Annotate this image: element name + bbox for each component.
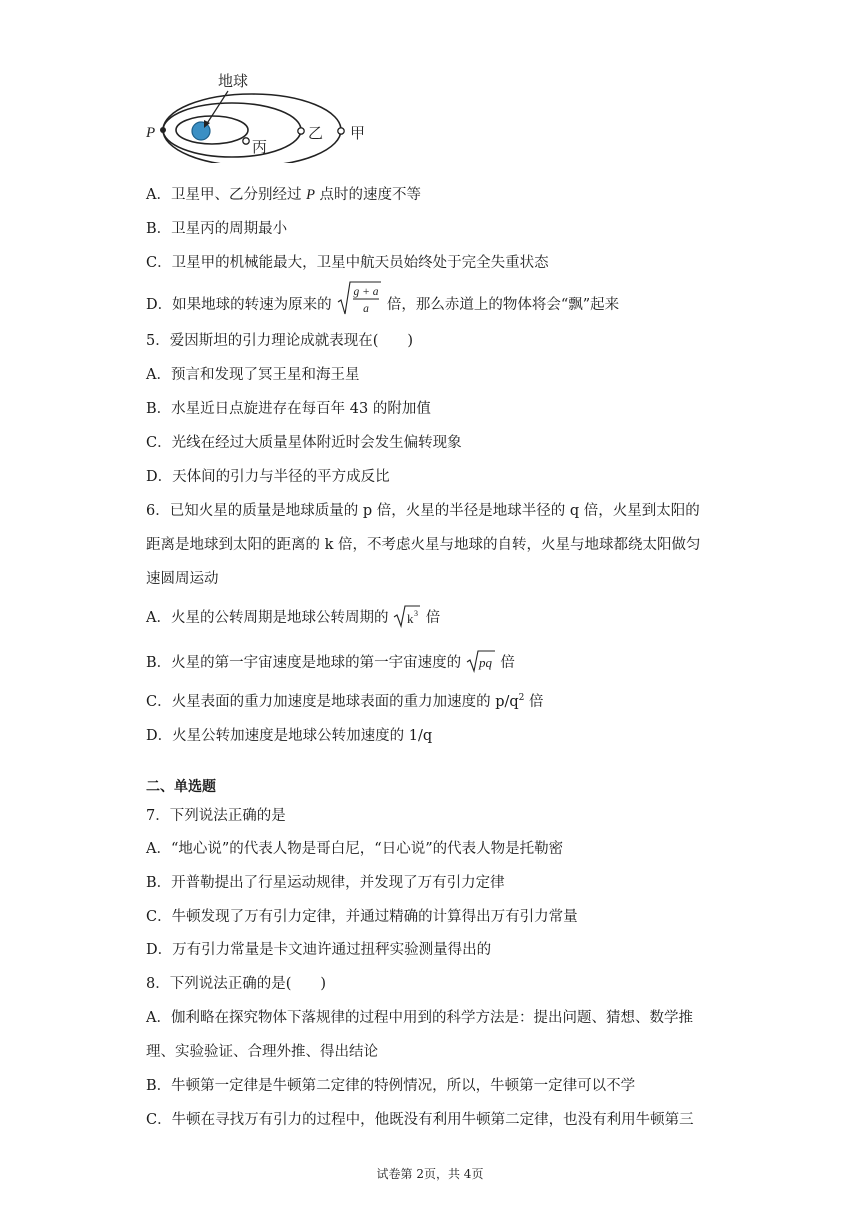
sqrt-fraction-expression	[336, 280, 382, 318]
q8-stem: 8．下列说法正确的是( )	[146, 976, 327, 992]
q6-option-c: C．火星表面的重力加速度是地球表面的重力加速度的 $p/q^2$ 倍	[146, 693, 544, 710]
satellite-yi	[298, 128, 304, 134]
q8-option-c-line-1: C．牛顿在寻找万有引力的过程中，他既没有利用牛顿第二定律，也没有利用牛顿第三	[146, 1112, 694, 1128]
q7-stem: 7．下列说法正确的是	[146, 808, 286, 824]
yi-label: 乙	[308, 124, 324, 142]
svg-text:g + a: g + a	[353, 286, 379, 298]
q6-stem-line-1: 6．已知火星的质量是地球质量的 p 倍，火星的半径是地球半径的 q 倍，火星到太阳的	[146, 503, 700, 519]
q5-option-a: A．预言和发现了冥王星和海王星	[146, 367, 360, 383]
q6-option-a: A．火星的公转周期是地球公转周期的 k 3 倍	[146, 608, 440, 628]
sqrt-pq-expression	[466, 649, 496, 673]
q7-option-b: B．开普勒提出了行星运动规律，并发现了万有引力定律	[146, 875, 505, 891]
q4-option-a: A．卫星甲、乙分别经过 P 点时的速度不等	[146, 187, 422, 203]
orbit-diagram	[140, 68, 380, 163]
q8-option-a-line-2: 理、实验验证、合理外推、得出结论	[146, 1044, 378, 1060]
q8-option-b: B．牛顿第一定律是牛顿第二定律的特例情况，所以，牛顿第一定律可以不学	[146, 1078, 636, 1094]
page-footer: 试卷第 2页，共 4页	[376, 1167, 484, 1181]
q4-option-c: C．卫星甲的机械能最大，卫星中航天员始终处于完全失重状态	[146, 255, 549, 271]
q5-option-c: C．光线在经过大质量星体附近时会发生偏转现象	[146, 435, 462, 451]
orbit-yi	[163, 103, 301, 157]
sqrt-k-cubed-expression	[393, 604, 421, 628]
orbit-bing	[176, 116, 248, 144]
q5-option-d: D．天体间的引力与半径的平方成反比	[146, 469, 390, 485]
q6-stem-line-2: 距离是地球到太阳的距离的 k 倍，不考虑火星与地球的自转，火星与地球都绕太阳做匀	[146, 537, 701, 553]
q6-option-b: B．火星的第一宇宙速度是地球的第一宇宙速度的 pq 倍	[146, 653, 515, 673]
bing-label: 丙	[252, 138, 268, 156]
q8-option-a-line-1: A．伽利略在探究物体下落规律的过程中用到的科学方法是：提出问题、猜想、数学推	[146, 1010, 693, 1026]
q4-option-d: D．如果地球的转速为原来的 g + a a 倍，那么赤道上的物体将会“飘”起来	[146, 292, 619, 318]
q6-option-d: D．火星公转加速度是地球公转加速度的 1/q	[146, 728, 433, 744]
q4-option-b: B．卫星丙的周期最小	[146, 221, 288, 237]
svg-text:pq: pq	[478, 655, 492, 670]
q7-option-d: D．万有引力常量是卡文迪许通过扭秤实验测量得出的	[146, 942, 492, 958]
jia-label: 甲	[350, 124, 366, 142]
q7-option-c: C．牛顿发现了万有引力定律，并通过精确的计算得出万有引力常量	[146, 909, 578, 925]
svg-text:k: k	[407, 611, 414, 626]
earth-label: 地球	[218, 72, 249, 90]
q7-option-a: A．“地心说”的代表人物是哥白尼，“日心说”的代表人物是托勒密	[146, 841, 564, 857]
q5-option-b: B．水星近日点旋进存在每百年 43 的附加值	[146, 401, 431, 417]
svg-text:a: a	[363, 303, 370, 315]
q6-stem-line-3: 速圆周运动	[146, 571, 219, 587]
satellite-jia	[338, 128, 344, 134]
section-title-single-choice: 二、单选题	[146, 779, 216, 795]
p-label: P	[146, 125, 156, 141]
satellite-bing	[243, 138, 249, 144]
svg-text:3: 3	[414, 609, 419, 618]
point-p	[160, 127, 166, 133]
q5-stem: 5．爱因斯坦的引力理论成就表现在( )	[146, 333, 414, 349]
